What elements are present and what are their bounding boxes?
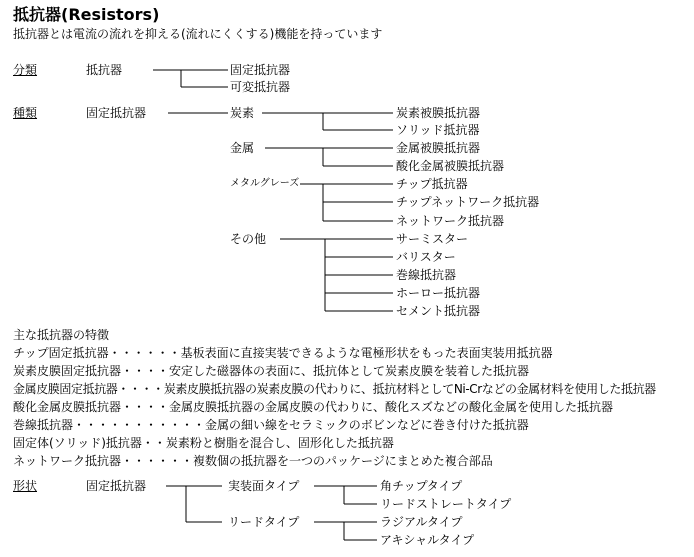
types-root: 固定抵抗器 (86, 106, 147, 120)
page-title: 抵抗器(Resistors) (13, 5, 160, 24)
feature-dots: ・・・・・・・・・・・ (73, 418, 206, 432)
shape-item: 角チップタイプ (380, 479, 463, 493)
classification-root: 抵抗器 (86, 63, 123, 77)
feature-row (13, 382, 656, 396)
feature-desc: 金属皮膜抵抗器の金属皮膜の代わりに、酸化スズなどの酸化金属を使用した抵抗器 (169, 400, 614, 414)
feature-row (13, 436, 394, 450)
type-item: ソリッド抵抗器 (396, 123, 480, 137)
feature-name: 巻線抵抗器 (13, 418, 74, 432)
feature-dots: ・・・・・・ (121, 454, 194, 468)
feature-row (13, 364, 529, 378)
feature-desc: 複数個の抵抗器を一つのパッケージにまとめた複合部品 (193, 454, 493, 468)
section-label-classification: 分類 (13, 63, 38, 77)
features-heading: 主な抵抗器の特徴 (13, 328, 110, 342)
feature-row (13, 346, 553, 360)
feature-desc: 炭素皮膜抵抗器の炭素皮膜の代わりに、抵抗材料としてNi-Crなどの金属材料を使用した抵抗器 (163, 382, 656, 396)
type-item: サーミスター (396, 232, 469, 246)
type-item: 酸化金属被膜抵抗器 (396, 159, 505, 173)
section-label-types: 種類 (13, 106, 38, 120)
feature-dots: ・・・・・・ (108, 346, 181, 360)
feature-dots: ・・ (141, 436, 166, 450)
type-item: チップ抵抗器 (396, 177, 468, 191)
type-item: セメント抵抗器 (396, 304, 481, 318)
type-group-metal-glaze: メタルグレーズ (230, 178, 300, 189)
feature-desc: 炭素粉と樹脂を混合し、固形化した抵抗器 (165, 436, 394, 450)
type-item: ホーロー抵抗器 (396, 286, 481, 300)
type-group-carbon: 炭素 (230, 106, 255, 120)
feature-desc: 安定した磁器体の表面に、抵抗体として炭素皮膜を装着した抵抗器 (169, 364, 530, 378)
feature-name: ネットワーク抵抗器 (13, 454, 122, 468)
feature-row (13, 418, 529, 432)
feature-name: 酸化金属皮膜抵抗器 (13, 400, 122, 414)
feature-dots: ・・・・ (117, 382, 164, 396)
section-label-shape: 形状 (13, 479, 38, 493)
type-group-metal: 金属 (230, 141, 255, 155)
feature-name: チップ固定抵抗器 (13, 346, 109, 360)
feature-name: 固定体(ソリッド)抵抗器 (13, 436, 142, 450)
feature-name: 金属皮膜固定抵抗器 (13, 382, 118, 396)
type-item: 金属被膜抵抗器 (396, 141, 481, 155)
feature-dots: ・・・・ (121, 400, 170, 414)
shape-group-lead: リードタイプ (228, 515, 300, 529)
feature-row (13, 400, 613, 414)
page-subtitle: 抵抗器とは電流の流れを抑える(流れにくくする)機能を持っています (13, 27, 383, 41)
feature-desc: 基板表面に直接実装できるような電極形状をもった表面実装用抵抗器 (180, 346, 553, 360)
feature-name: 炭素皮膜固定抵抗器 (13, 364, 122, 378)
shape-item: アキシャルタイプ (380, 533, 475, 547)
classification-item: 固定抵抗器 (230, 63, 291, 77)
shape-root: 固定抵抗器 (86, 479, 147, 493)
type-item: ネットワーク抵抗器 (396, 214, 505, 228)
feature-desc: 金属の細い線をセラミックのボビンなどに巻き付けた抵抗器 (205, 418, 529, 432)
shape-item: ラジアルタイプ (380, 515, 463, 529)
type-item: チップネットワーク抵抗器 (396, 195, 540, 209)
feature-dots: ・・・・ (121, 364, 170, 378)
shape-group-surface-mount: 実装面タイプ (228, 479, 300, 493)
feature-row (13, 454, 493, 468)
type-item: 巻線抵抗器 (396, 268, 457, 282)
classification-item: 可変抵抗器 (230, 80, 291, 94)
type-group-other: その他 (230, 232, 267, 246)
type-item: バリスター (396, 250, 456, 264)
shape-item: リードストレートタイプ (380, 497, 512, 511)
type-item: 炭素被膜抵抗器 (396, 106, 481, 120)
